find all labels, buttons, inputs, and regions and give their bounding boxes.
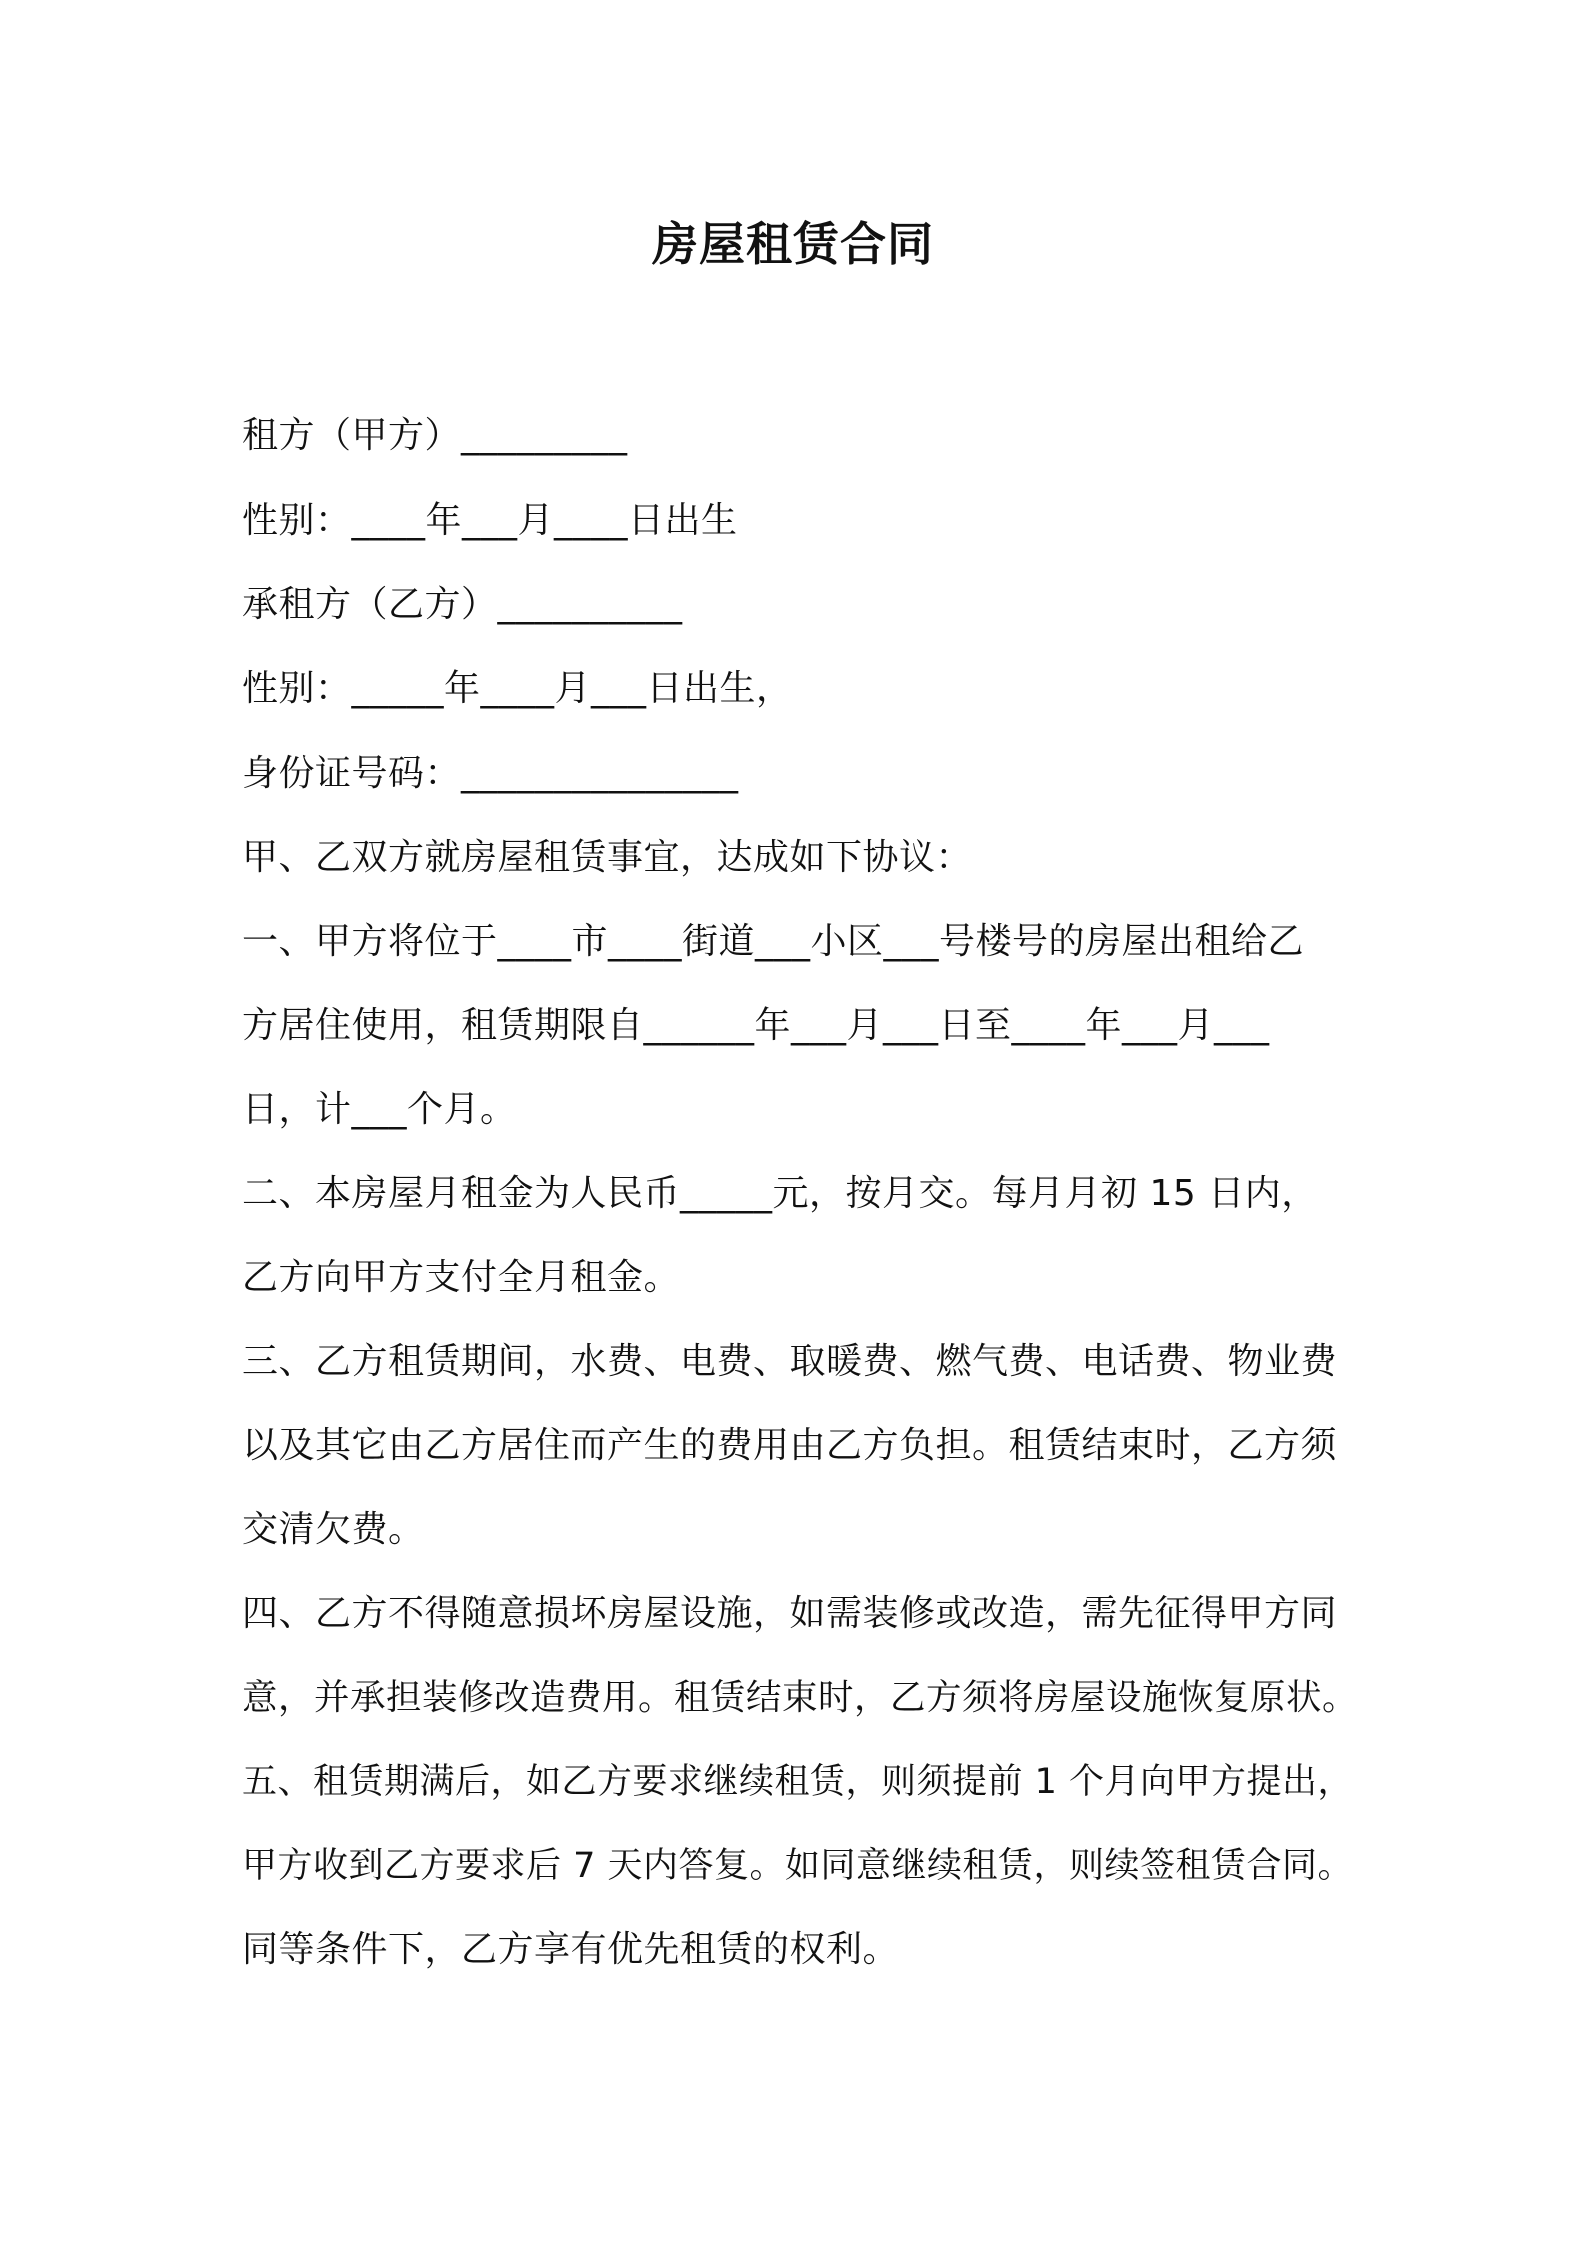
clause-5-line-2: 甲方收到乙方要求后 7 天内答复。如同意继续租赁，则续签租赁合同。: [242, 1846, 1354, 1886]
document-title: 房屋租赁合同: [652, 217, 934, 271]
lessee-gender-birth-line: 性别：_____年____月___日出生，: [242, 668, 793, 709]
clause-1-line-3: 日，计___个月。: [242, 1089, 517, 1130]
agreement-intro-line: 甲、乙双方就房屋租赁事宜，达成如下协议：: [242, 837, 973, 878]
clause-2-line-1: 二、本房屋月租金为人民币_____元，按月交。每月月初 15 日内，: [242, 1173, 1318, 1214]
clause-3-line-2: 以及其它由乙方居住而产生的费用由乙方负担。租赁结束时，乙方须: [242, 1425, 1338, 1466]
clause-2-line-2: 乙方向甲方支付全月租金。: [242, 1257, 681, 1298]
lessor-gender-birth-line: 性别：____年___月____日出生: [242, 500, 738, 541]
clause-4-line-2: 意，并承担装修改造费用。租赁结束时，乙方须将房屋设施恢复原状。: [242, 1677, 1359, 1718]
clause-1-line-1: 一、甲方将位于____市____街道___小区___号楼号的房屋出租给乙: [242, 921, 1305, 962]
clause-5-line-1: 五、租赁期满后，如乙方要求继续租赁，则须提前 1 个月向甲方提出，: [242, 1762, 1354, 1802]
clause-5-line-3: 同等条件下，乙方享有优先租赁的权利。: [242, 1929, 900, 1970]
id-number-line: 身份证号码：_______________: [242, 753, 739, 794]
clause-4-line-1: 四、乙方不得随意损坏房屋设施，如需装修或改造，需先征得甲方同: [242, 1593, 1338, 1634]
lessor-name-line: 租方（甲方）_________: [242, 415, 628, 456]
clause-1-line-2: 方居住使用，租赁期限自______年___月___日至____年___月___: [242, 1005, 1270, 1046]
clause-3-line-1: 三、乙方租赁期间，水费、电费、取暖费、燃气费、电话费、物业费: [242, 1341, 1338, 1382]
lessee-name-line: 承租方（乙方）__________: [242, 584, 683, 625]
clause-3-line-3: 交清欠费。: [242, 1509, 425, 1550]
